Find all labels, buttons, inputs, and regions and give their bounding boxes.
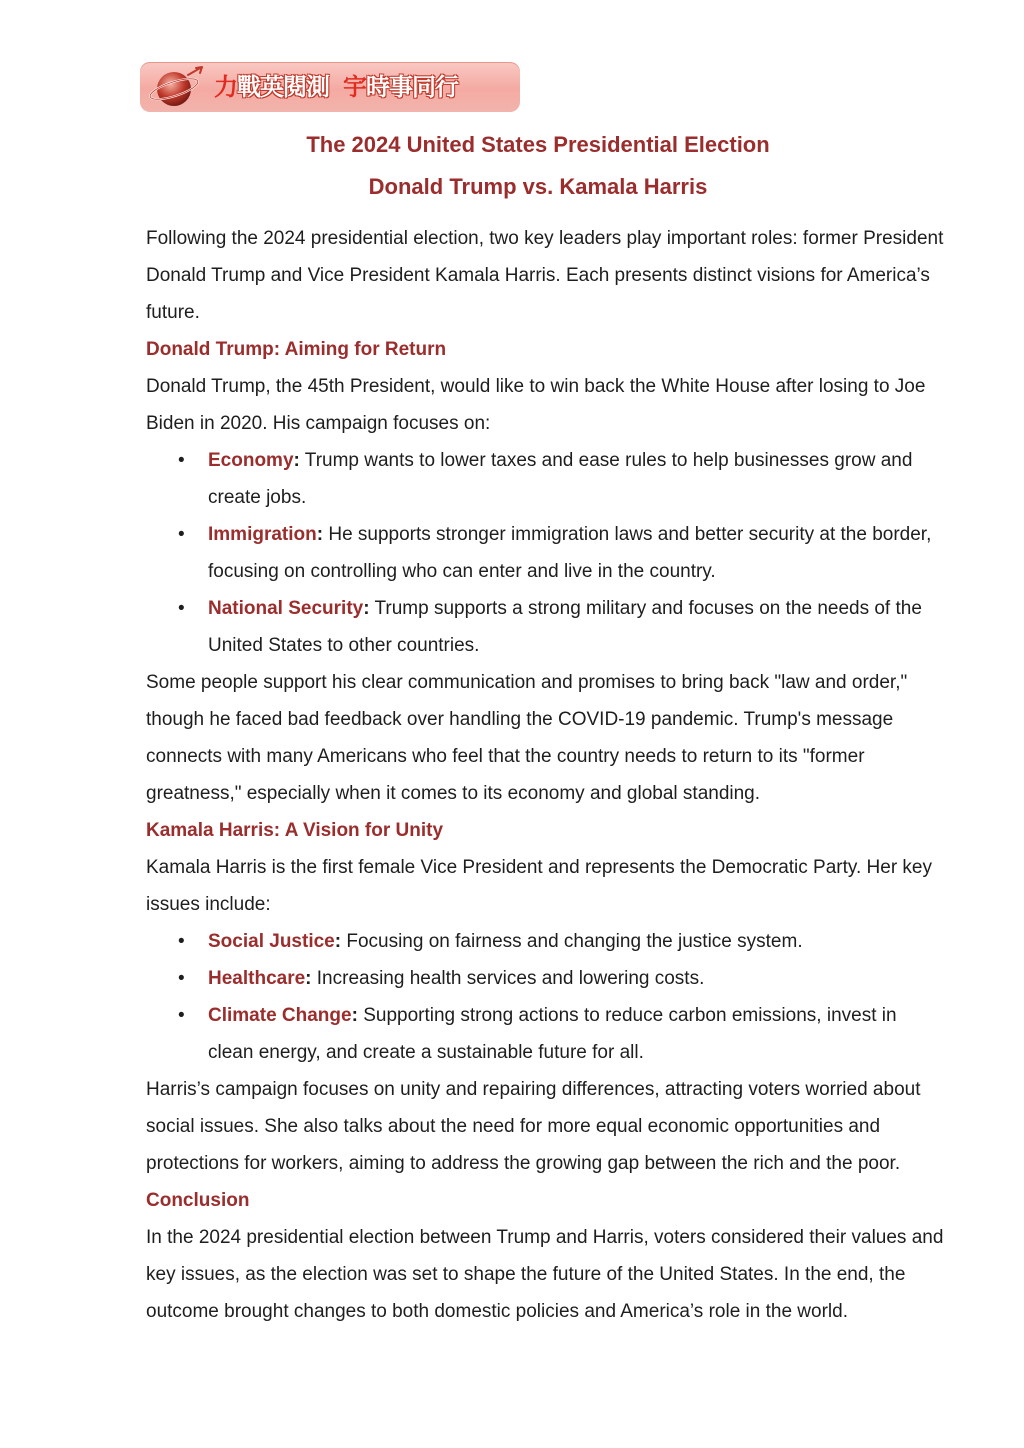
harris-closing-paragraph: Harris’s campaign focuses on unity and repairing differences, attracting voters worried about social issues. She also talks about the need for more equal economic opportunities and protections for workers, aiming to address the growing gap between the rich and the poor. xyxy=(146,1079,921,1174)
list-item xyxy=(178,997,946,1071)
section-heading-harris: Kamala Harris: A Vision for Unity xyxy=(146,820,444,841)
banner-title xyxy=(214,68,458,106)
list-item xyxy=(178,442,946,516)
issue-text: He supports stronger immigration laws and better security at the border, focusing on controlling who can enter and live in the country. xyxy=(208,524,932,582)
issue-colon: : xyxy=(334,931,342,952)
header-banner xyxy=(140,62,520,112)
issue-text: Focusing on fairness and changing the justice system. xyxy=(341,931,803,952)
issue-term: Economy xyxy=(208,450,294,471)
globe-with-arrow-icon xyxy=(148,65,208,109)
issue-text: Supporting strong actions to reduce carbon emissions, invest in clean energy, and create a sustainable future for all. xyxy=(208,1005,897,1063)
trump-closing-paragraph: Some people support his clear communication and promises to bring back "law and order," though he faced bad feedback over handling the COVID-19 pandemic. Trump's message connects with many Americans who feel that the country needs to return to its "former greatness," especially when it comes to its economy and global standing. xyxy=(146,672,908,804)
harris-issue-list xyxy=(146,923,946,1071)
harris-lead-paragraph: Kamala Harris is the first female Vice President and represents the Democratic Party. Her key issues include: xyxy=(146,857,932,915)
issue-term: Climate Change xyxy=(208,1005,352,1026)
bullet-icon: • xyxy=(178,968,185,989)
issue-term: National Security xyxy=(208,598,364,619)
bullet-icon: • xyxy=(178,931,185,952)
bullet-icon: • xyxy=(178,1005,185,1026)
banner-part-4: 時事同行 xyxy=(366,73,458,101)
issue-colon: : xyxy=(293,450,300,471)
section-heading-trump: Donald Trump: Aiming for Return xyxy=(146,339,447,360)
bullet-icon: • xyxy=(178,598,185,619)
bullet-icon: • xyxy=(178,524,185,545)
list-item xyxy=(178,590,946,664)
bullet-icon: • xyxy=(178,450,185,471)
article-body xyxy=(146,220,946,1330)
list-item xyxy=(178,516,946,590)
trump-issue-list xyxy=(146,442,946,664)
banner-part-3: 宇 xyxy=(343,73,366,101)
issue-colon: : xyxy=(363,598,370,619)
issue-term: Social Justice xyxy=(208,931,335,952)
page-title-line-1: The 2024 United States Presidential Election xyxy=(306,132,770,157)
trump-lead-paragraph: Donald Trump, the 45th President, would like to win back the White House after losing to Joe Biden in 2020. His campaign focuses on: xyxy=(146,376,926,434)
page-title-line-2: Donald Trump vs. Kamala Harris xyxy=(368,174,708,199)
banner-part-1: 力 xyxy=(214,73,237,101)
list-item xyxy=(178,923,946,960)
intro-paragraph: Following the 2024 presidential election, two key leaders play important roles: former President Donald Trump and Vice President Kamala Harris. Each presents distinct visions for America’s future. xyxy=(146,228,944,323)
section-heading-conclusion: Conclusion xyxy=(146,1190,250,1211)
issue-text: Trump wants to lower taxes and ease rules to help businesses grow and create jobs. xyxy=(208,450,913,508)
issue-term: Healthcare xyxy=(208,968,306,989)
issue-text: Trump supports a strong military and focuses on the needs of the United States to other countries. xyxy=(208,598,922,656)
issue-colon: : xyxy=(305,968,312,989)
conclusion-paragraph: In the 2024 presidential election between Trump and Harris, voters considered their values and key issues, as the election was set to shape the future of the United States. In the end, the outcome brought changes to both domestic policies and America’s role in the world. xyxy=(146,1227,944,1322)
issue-text: Increasing health services and lowering costs. xyxy=(311,968,705,989)
issue-colon: : xyxy=(316,524,324,545)
list-item xyxy=(178,960,946,997)
issue-term: Immigration xyxy=(208,524,317,545)
banner-part-2: 戰英閱測 xyxy=(237,73,329,101)
issue-colon: : xyxy=(351,1005,358,1026)
